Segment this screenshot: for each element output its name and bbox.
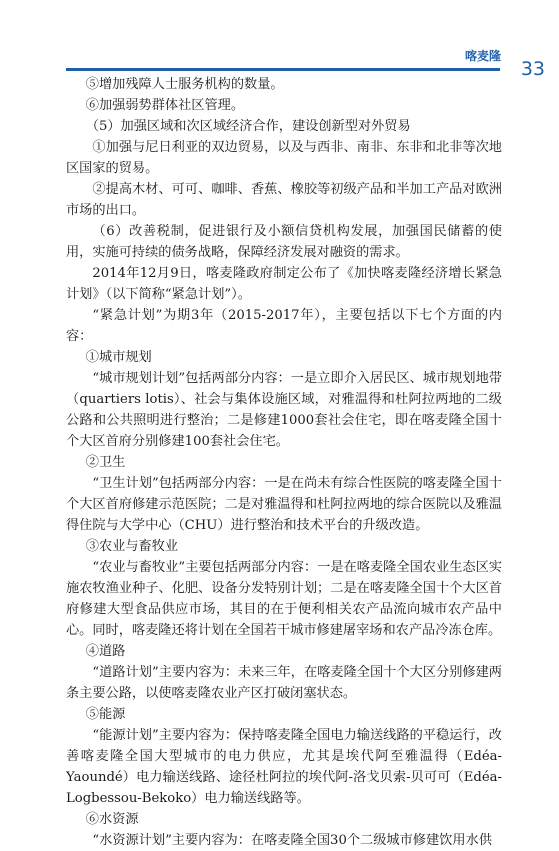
list-item: ⑥加强弱势群体社区管理。 (85, 98, 245, 113)
paragraph: “卫生计划”包括两部分内容：一是在尚未有综合性医院的喀麦隆全国十个大区首府修建示范医院；二是对雅温得和杜阿拉两地的综合医院以及雅温得住院与大学中心（CHU）进行整治和技术平台的升级改造。 (66, 476, 502, 533)
section-heading: （5）加强区域和次区域经济合作，建设创新型对外贸易 (85, 119, 411, 134)
paragraph: ①加强与尼日利亚的双边贸易，以及与西非、南非、东非和北非等次地区国家的贸易。 (66, 140, 502, 176)
paragraph: “紧急计划”为期3年（2015-2017年），主要包括以下七个方面的内容： (66, 308, 502, 344)
subsection-heading: ②卫生 (85, 455, 126, 470)
paragraph: （6）改善税制，促进银行及小额信贷机构发展，加强国民储蓄的使用，实施可持续的债务战略，保障经济发展对融资的需求。 (66, 224, 502, 260)
paragraph: “道路计划”主要内容为：未来三年，在喀麦隆全国十个大区分别修建两条主要公路，以使喀麦隆农业产区打破闭塞状态。 (66, 665, 502, 701)
subsection-heading: ③农业与畜牧业 (85, 539, 179, 554)
paragraph: ②提高木材、可可、咖啡、香蕉、橡胶等初级产品和半加工产品对欧洲市场的出口。 (66, 182, 502, 218)
subsection-heading: ⑤能源 (85, 707, 126, 722)
page-number: 33 (520, 58, 545, 80)
subsection-heading: ④道路 (85, 644, 126, 659)
header-rule (66, 68, 500, 71)
paragraph: “城市规划计划”包括两部分内容：一是立即介入居民区、城市规划地带（quartiers lotis）、社会与集体设施区域，对雅温得和杜阿拉两地的二级公路和公共照明进行整治；二是修建1000套社会住宅，即在喀麦隆全国十个大区首府分别修建100套社会住宅。 (66, 371, 502, 449)
paragraph: “能源计划”主要内容为：保持喀麦隆全国电力输送线路的平稳运行，改善喀麦隆全国大型城市的电力供应，尤其是埃代阿至雅温得（Edéa-Yaoundé）电力输送线路、途径杜阿拉的埃代阿-洛戈贝索-贝可可（Edéa-Logbessou-Bekoko）电力输送线路等。 (66, 728, 502, 806)
running-header-title: 喀麦隆 (464, 49, 501, 63)
paragraph: 2014年12月9日，喀麦隆政府制定公布了《加快喀麦隆经济增长紧急计划》（以下简称“紧急计划”）。 (66, 266, 502, 302)
subsection-heading: ⑥水资源 (85, 812, 139, 827)
body-text (66, 74, 502, 851)
paragraph: “水资源计划”主要内容为：在喀麦隆全国30个二级城市修建饮用水供 (92, 833, 492, 848)
list-item: ⑤增加残障人士服务机构的数量。 (85, 77, 284, 92)
paragraph: “农业与畜牧业”主要包括两部分内容：一是在喀麦隆全国农业生态区实施农牧渔业种子、化肥、设备分发特别计划；二是在喀麦隆全国十个大区首府修建大型食品供应市场，其目的在于便利相关农产品流向城市农产品中心。同时，喀麦隆还将计划在全国若干城市修建屠宰场和农产品冷冻仓库。 (66, 560, 502, 638)
subsection-heading: ①城市规划 (85, 350, 152, 365)
